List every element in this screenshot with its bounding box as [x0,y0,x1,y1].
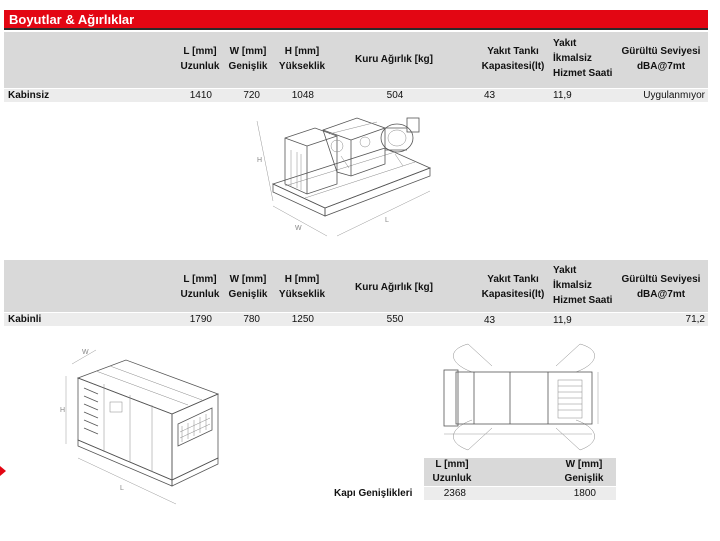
row-open-label: Kabinsiz [8,90,50,101]
canopy-length-label: L [120,485,124,492]
header-autonomy: Yakıt İkmalsiz Hizmet Saati [553,38,613,79]
canopy-fuel-tank: 43 [484,315,496,326]
row-canopy [4,313,708,326]
row-open [4,89,708,102]
door-header-length: L [mm] Uzunluk [432,459,472,484]
open-noise: Uygulanmıyor [643,90,705,101]
open-length: 1410 [189,90,212,101]
open-dry-weight: 504 [386,90,404,101]
canopy-width: 780 [243,314,260,325]
header-dry-weight-2: Kuru Ağırlık [kg] [355,282,433,293]
header-noise: Gürültü Seviyesi dBA@7mt [621,46,701,72]
canopy-genset-drawing [56,342,236,512]
open-height-label: H [257,157,263,164]
canopy-dry-weight: 550 [386,314,404,325]
header-height: H [mm] Yükseklik [278,46,326,72]
open-autonomy: 11,9 [553,90,572,101]
section-title: Boyutlar & Ağırlıklar [4,10,708,30]
header-length: L [mm] Uzunluk [180,46,220,72]
canopy-height: 1250 [291,314,314,325]
page-marker-arrow-icon [0,466,6,476]
open-genset-drawing [245,106,445,246]
canopy-length: 1790 [189,314,212,325]
header-height-2: H [mm] Yükseklik [278,274,326,300]
open-height: 1048 [291,90,314,101]
header-width: W [mm] Genişlik [228,46,268,72]
door-header-width: W [mm] Genişlik [564,459,604,484]
header-fuel-tank: Yakıt Tankı Kapasitesi(lt) [481,46,545,72]
open-length-label: L [385,217,389,224]
canopy-height-label: H [60,407,66,414]
header-noise-2: Gürültü Seviyesi dBA@7mt [621,274,701,300]
header-fuel-tank-2: Yakıt Tankı Kapasitesi(lt) [481,274,545,300]
door-width: 1800 [573,488,596,499]
row-canopy-label: Kabinli [8,314,42,325]
canopy-noise: 71,2 [685,314,705,325]
canopy-autonomy: 11,9 [553,315,572,326]
open-width: 720 [243,90,260,101]
open-width-label: W [295,225,302,232]
canopy-width-label: W [82,349,89,356]
door-table-label: Kapı Genişlikleri [334,488,413,499]
header-dry-weight: Kuru Ağırlık [kg] [355,54,433,65]
door-swing-drawing [436,340,616,455]
open-fuel-tank: 43 [484,90,496,101]
door-length: 2368 [443,488,466,499]
header-autonomy-2: Yakıt İkmalsiz Hizmet Saati [553,265,613,306]
header-width-2: W [mm] Genişlik [228,274,268,300]
header-length-2: L [mm] Uzunluk [180,274,220,300]
